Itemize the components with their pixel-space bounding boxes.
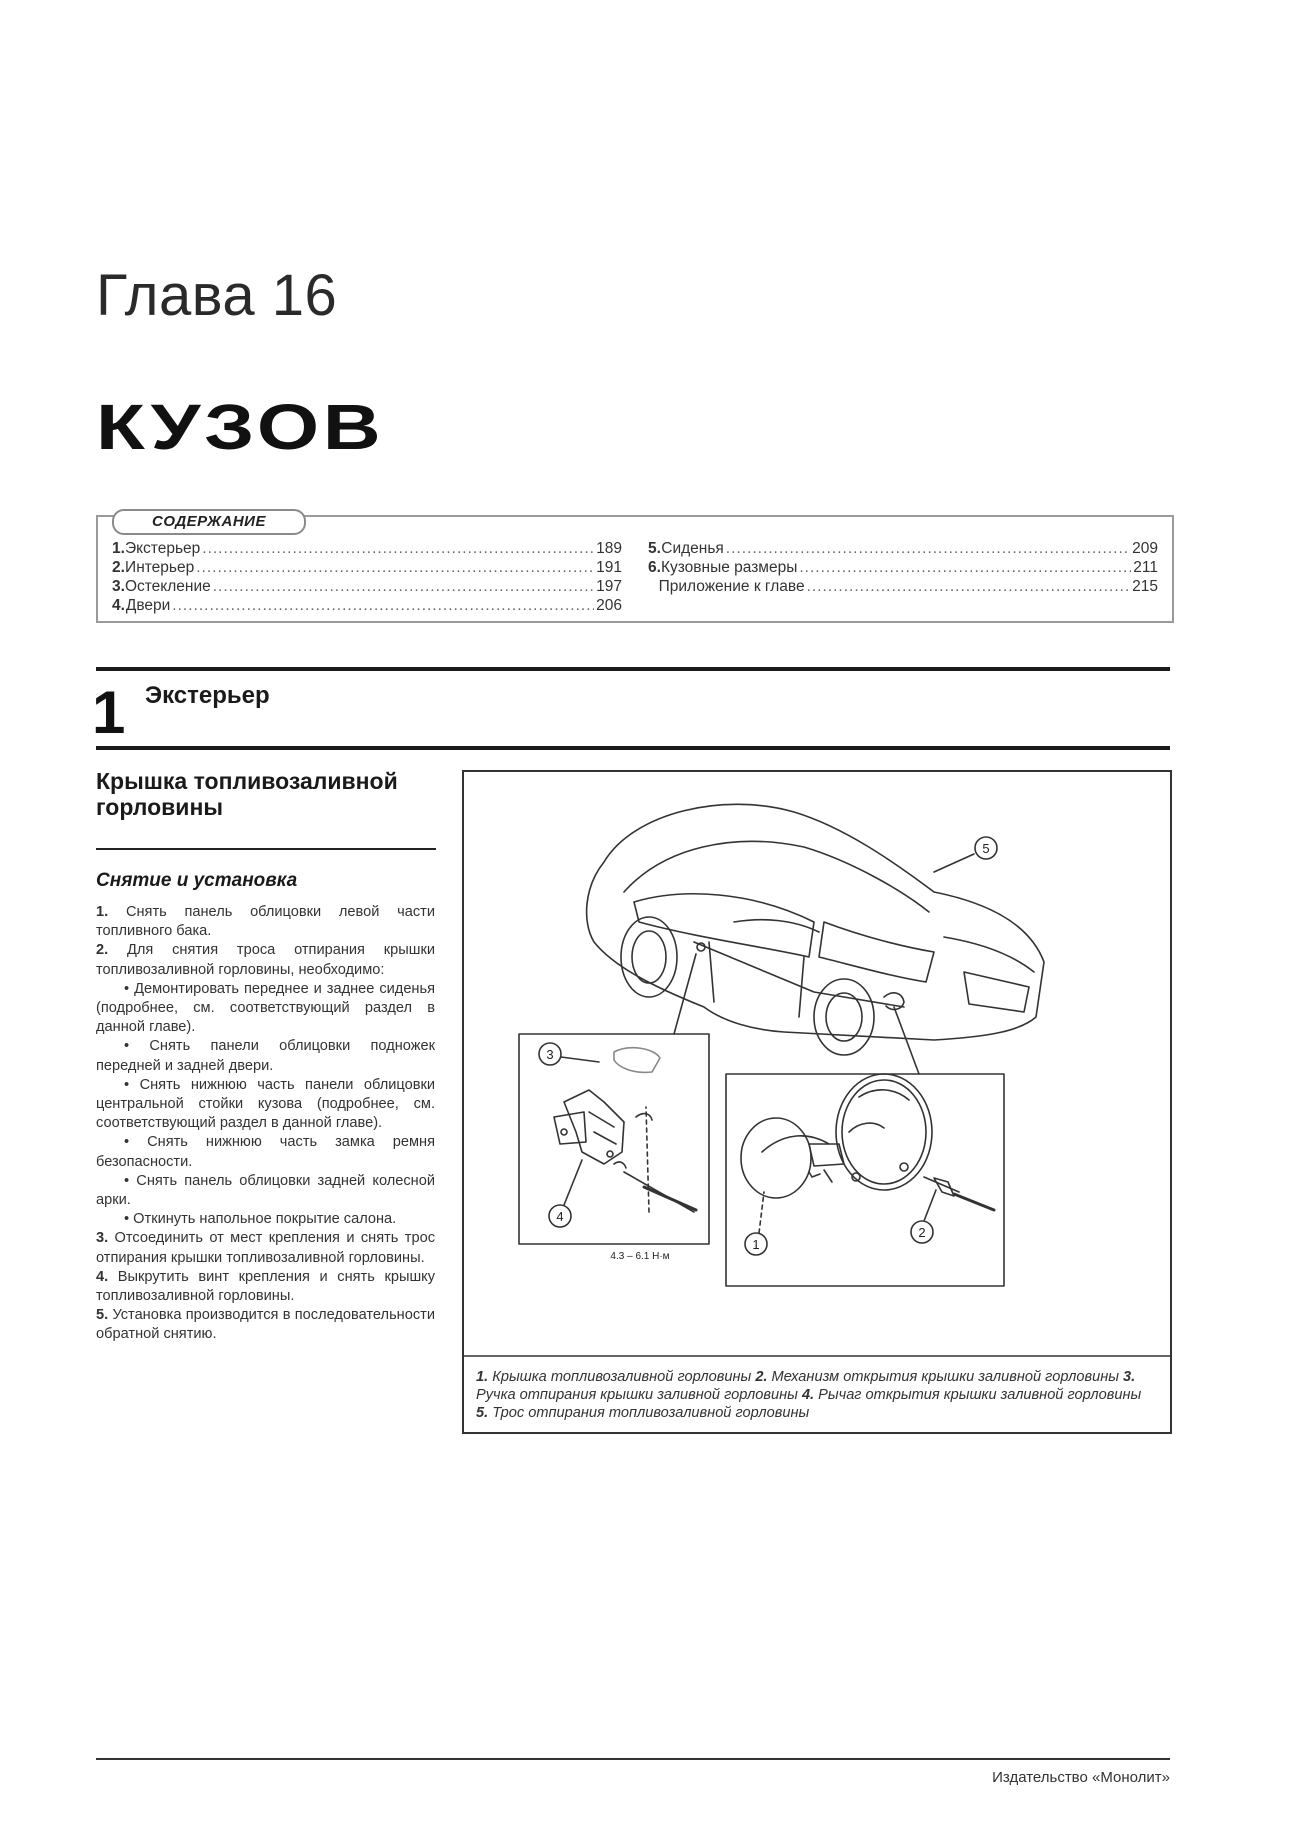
toc-entry[interactable]: Приложение к главе ..... 215 (648, 577, 1158, 596)
leader-line (759, 1192, 764, 1233)
section-number: 1 (92, 679, 126, 746)
procedure-steps (96, 903, 435, 1345)
toc-entry[interactable]: 2. Интерьер ..... 191 (112, 558, 622, 577)
toc-left-column (112, 539, 622, 615)
toc-entry[interactable]: 5. Сиденья ..... 209 (648, 539, 1158, 558)
callout-1: 1 (752, 1237, 760, 1252)
figure-fuel-door (462, 770, 1172, 1434)
section-bottom-rule (96, 746, 1170, 750)
chapter-title: КУЗОВ (96, 391, 385, 463)
callout-3: 3 (546, 1047, 554, 1062)
toc-entry[interactable]: 3. Остекление ..... 197 (112, 577, 622, 596)
toc-entry[interactable]: 6. Кузовные размеры ..... 211 (648, 558, 1158, 577)
step-2-bullet: • Снять панель облицовки задней колесной арки. (96, 1172, 435, 1209)
step-4: 4. Выкрутить винт крепления и снять крышку топливозаливной горловины. (96, 1268, 435, 1305)
section-title: Экстерьер (145, 682, 270, 709)
leader-line (561, 1057, 599, 1062)
car-illustration (587, 804, 1044, 1055)
step-3: 3. Отсоединить от мест крепления и снять трос отпирания крышки топливозаливной горловины. (96, 1230, 435, 1266)
footer-rule (96, 1758, 1170, 1760)
fuel-door-assembly (741, 1074, 994, 1210)
toc-entry[interactable]: 4. Двери ..... 206 (112, 596, 622, 615)
step-2-bullet: • Снять нижнюю часть панели облицовки центральной стойки кузова (подробнее, см. соответствующий раздел в данной главе). (96, 1076, 435, 1132)
torque-label: 4.3 – 6.1 Н·м (610, 1251, 670, 1262)
step-2-bullet: • Откинуть напольное покрытие салона. (124, 1211, 397, 1228)
section-top-rule (96, 667, 1170, 671)
step-2-bullet: • Снять нижнюю часть замка ремня безопасности. (96, 1134, 435, 1170)
toc-heading: СОДЕРЖАНИЕ (112, 509, 306, 535)
table-of-contents (96, 515, 1174, 623)
subsection-title: Крышка топливозаливной горловины (96, 768, 398, 820)
leader-line (564, 1160, 582, 1205)
step-2-bullet: • Снять панели облицовки подножек передней и задней двери. (96, 1038, 435, 1074)
subsection-rule (96, 848, 436, 850)
toc-right-column (648, 539, 1158, 596)
leader-line (934, 854, 974, 872)
toc-entry[interactable]: 1. Экстерьер ..... 189 (112, 539, 622, 558)
chapter-label: Глава 16 (96, 263, 338, 328)
inset-fuel-door-box (726, 1074, 1004, 1286)
callout-5: 5 (982, 841, 990, 856)
step-5: 5. Установка производится в последовательности обратной снятию. (96, 1307, 435, 1343)
step-2-bullet: • Демонтировать переднее и заднее сиденья (подробнее, см. соответствующий раздел в данной главе). (96, 980, 435, 1036)
leader-line (674, 954, 696, 1034)
leader-line (924, 1190, 936, 1221)
handle-assembly (554, 1048, 696, 1212)
procedure-heading: Снятие и установка (96, 870, 298, 891)
figure-caption: 1. Крышка топливозаливной горловины 2. Механизм открытия крышки заливной горловины 3. Ручка отпирания крышки заливной горловины 4. Рычаг открытия крышки заливной горловины 5. Трос отпирания топливозаливной горловины (476, 1369, 1142, 1421)
step-1: 1. Снять панель облицовки левой части топливного бака. (96, 904, 436, 940)
fuel-door-diagram (464, 772, 1170, 1362)
callout-4: 4 (556, 1209, 564, 1224)
step-2: 2. Для снятия троса отпирания крышки топливозаливной горловины, необходимо: (96, 942, 436, 978)
callout-2: 2 (918, 1225, 926, 1240)
leader-line (894, 1007, 919, 1074)
publisher-footer: Издательство «Монолит» (992, 1769, 1170, 1786)
